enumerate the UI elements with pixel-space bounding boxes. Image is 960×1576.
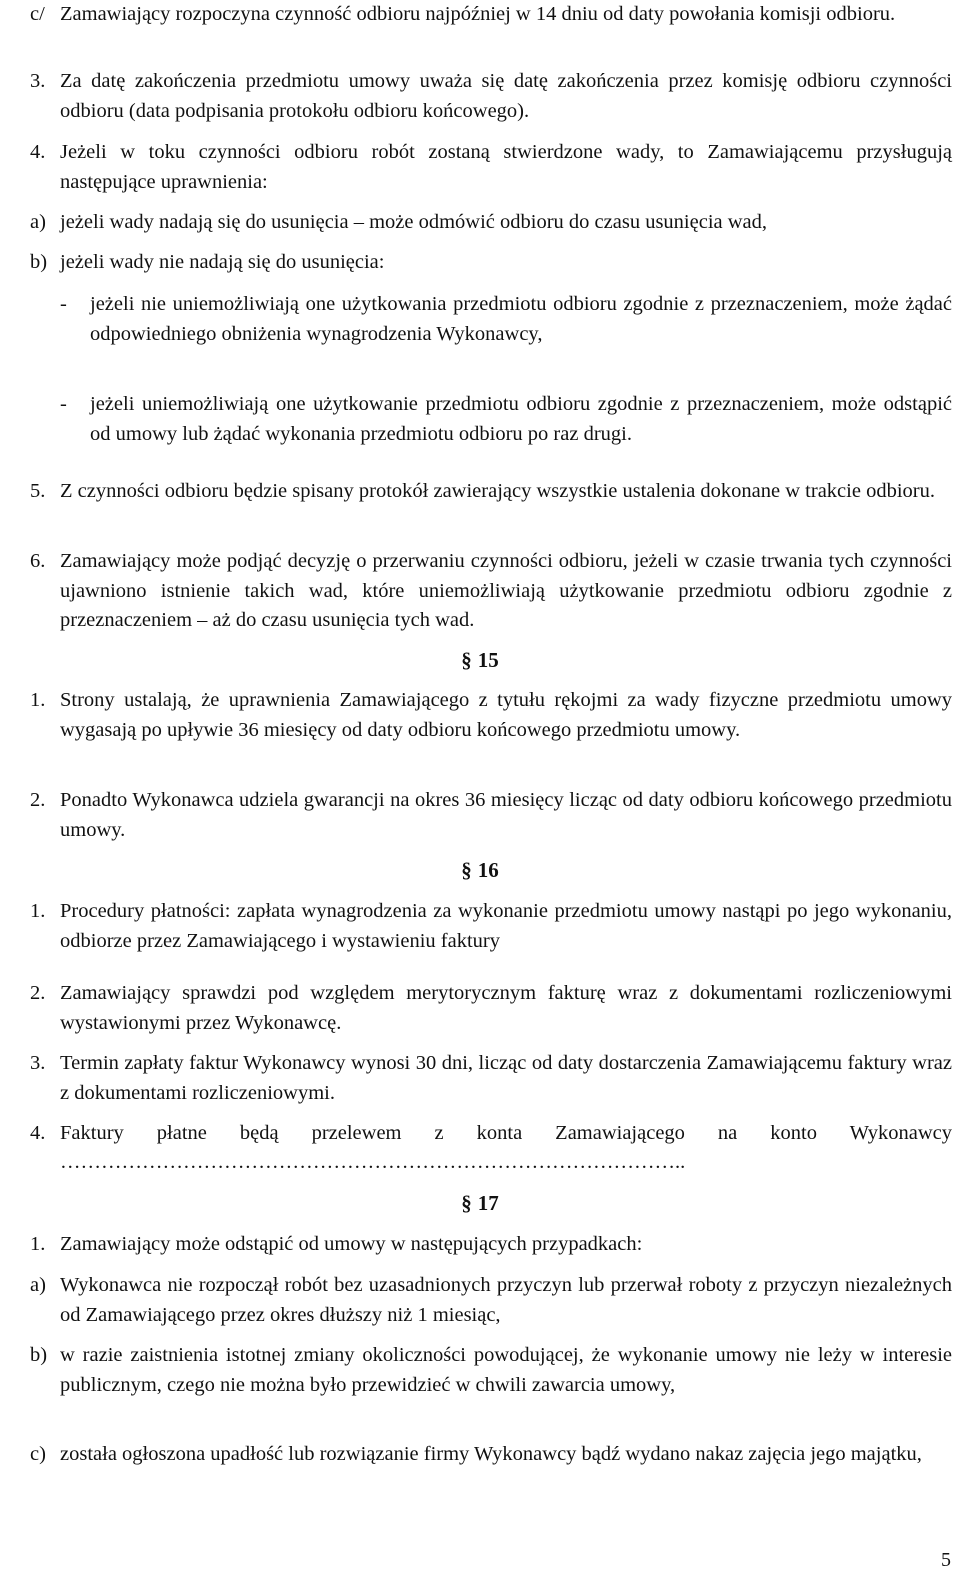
clause-4a <box>30 208 952 238</box>
clause-15-1 <box>30 686 952 745</box>
clause-text: Zamawiający sprawdzi pod względem merytorycznym fakturę wraz z dokumentami rozliczeniowymi wystawionymi przez Wykonawcę. <box>60 982 952 1034</box>
item-text: jeżeli wady nie nadają się do usunięcia: <box>60 251 385 273</box>
clause-3c <box>30 0 952 30</box>
item-text: Wykonawca nie rozpoczął robót bez uzasadnionych przyczyn lub przerwał roboty z przyczyn niezależnych od Zamawiającego przez okres dłuższy niż 1 miesiąc, <box>60 1274 952 1326</box>
clause-text: Zamawiający może podjąć decyzję o przerwaniu czynności odbioru, jeżeli w czasie trwania tych czynności ujawniono istnienie takich wad, które uniemożliwiają użytkowanie przedmiotu odbioru zgodnie z przeznaczeniem – aż do czasu usunięcia tych wad. <box>60 550 952 631</box>
section-number: 16 <box>477 858 499 882</box>
dotted-line: ……………………………………………………………………………….. <box>60 1151 686 1173</box>
clause-4b-dash-1 <box>60 290 952 349</box>
dash-label: - <box>60 393 67 415</box>
section-heading-17 <box>0 1189 960 1219</box>
item-label: a) <box>30 1274 46 1296</box>
clause-16-4 <box>30 1119 952 1149</box>
clause-number: 1. <box>30 1233 46 1255</box>
clause-text: Ponadto Wykonawca udziela gwarancji na okres 36 miesięcy licząc od daty odbioru końcowego przedmiotu umowy. <box>60 789 952 841</box>
section-symbol: § <box>461 648 472 672</box>
clause-number: 2. <box>30 789 46 811</box>
clause-label: c/ <box>30 3 45 25</box>
clause-number: 3. <box>30 70 46 92</box>
page-number: 5 <box>941 1549 951 1571</box>
item-label: b) <box>30 251 48 273</box>
clause-number: 1. <box>30 689 46 711</box>
item-label: b) <box>30 1344 48 1366</box>
clause-15-2 <box>30 786 952 845</box>
clause-17-1 <box>30 1230 952 1260</box>
section-number: 15 <box>477 648 499 672</box>
clause-number: 4. <box>30 141 46 163</box>
clause-17-1c <box>30 1440 952 1470</box>
clause-17-1a <box>30 1271 952 1330</box>
clause-4 <box>30 138 952 197</box>
clause-number: 3. <box>30 1052 46 1074</box>
clause-16-1 <box>30 897 952 956</box>
dash-label: - <box>60 293 67 315</box>
clause-text: Za datę zakończenia przedmiotu umowy uważa się datę zakończenia przez komisję odbioru czynności odbioru (data podpisania protokołu odbioru końcowego). <box>60 70 952 122</box>
clause-4b <box>30 248 952 278</box>
clause-number: 2. <box>30 982 46 1004</box>
clause-17-1b <box>30 1341 952 1400</box>
clause-3 <box>30 67 952 126</box>
clause-number: 1. <box>30 900 46 922</box>
clause-number: 6. <box>30 550 46 572</box>
item-label: c) <box>30 1443 46 1465</box>
section-number: 17 <box>477 1191 499 1215</box>
clause-number: 5. <box>30 480 46 502</box>
section-symbol: § <box>461 858 472 882</box>
item-text: została ogłoszona upadłość lub rozwiązanie firmy Wykonawcy bądź wydano nakaz zajęcia jego majątku, <box>60 1443 922 1465</box>
section-heading-16 <box>0 856 960 886</box>
item-text: jeżeli wady nadają się do usunięcia – może odmówić odbioru do czasu usunięcia wad, <box>60 211 768 233</box>
clause-text: Strony ustalają, że uprawnienia Zamawiającego z tytułu rękojmi za wady fizyczne przedmiotu umowy wygasają po upływie 36 miesięcy od daty odbioru końcowego przedmiotu umowy. <box>60 689 952 741</box>
clause-4b-dash-2 <box>60 390 952 449</box>
clause-16-3 <box>30 1049 952 1108</box>
section-heading-15 <box>0 646 960 676</box>
clause-text: Zamawiający rozpoczyna czynność odbioru najpóźniej w 14 dniu od daty powołania komisji odbioru. <box>60 3 896 25</box>
clause-5 <box>30 477 952 507</box>
item-label: a) <box>30 211 46 233</box>
clause-text: Jeżeli w toku czynności odbioru robót zostaną stwierdzone wady, to Zamawiającemu przysługują następujące uprawnienia: <box>60 141 952 193</box>
dash-text: jeżeli nie uniemożliwiają one użytkowania przedmiotu odbioru zgodnie z przeznaczeniem, może żądać odpowiedniego obniżenia wynagrodzenia Wykonawcy, <box>90 293 952 345</box>
dash-text: jeżeli uniemożliwiają one użytkowanie przedmiotu odbioru zgodnie z przeznaczeniem, może odstąpić od umowy lub żądać wykonania przedmiotu odbioru po raz drugi. <box>90 393 952 445</box>
section-symbol: § <box>461 1191 472 1215</box>
clause-text: Termin zapłaty faktur Wykonawcy wynosi 30 dni, licząc od daty dostarczenia Zamawiającemu faktury wraz z dokumentami rozliczeniowymi. <box>60 1052 952 1104</box>
clause-text: Procedury płatności: zapłata wynagrodzenia za wykonanie przedmiotu umowy nastąpi po jego wykonaniu, odbiorze przez Zamawiającego i wystawieniu faktury <box>60 900 952 952</box>
clause-text: Zamawiający może odstąpić od umowy w następujących przypadkach: <box>60 1233 643 1255</box>
account-number-placeholder <box>30 1148 952 1178</box>
item-text: w razie zaistnienia istotnej zmiany okoliczności powodującej, że wykonanie umowy nie leży w interesie publicznym, czego nie można było przewidzieć w chwili zawarcia umowy, <box>60 1344 952 1396</box>
clause-16-2 <box>30 979 952 1038</box>
clause-text: Z czynności odbioru będzie spisany protokół zawierający wszystkie ustalenia dokonane w trakcie odbioru. <box>60 480 935 502</box>
clause-6 <box>30 547 952 636</box>
clause-number: 4. <box>30 1122 46 1144</box>
clause-text: Faktury płatne będą przelewem z konta Zamawiającego na konto Wykonawcy <box>60 1122 952 1144</box>
